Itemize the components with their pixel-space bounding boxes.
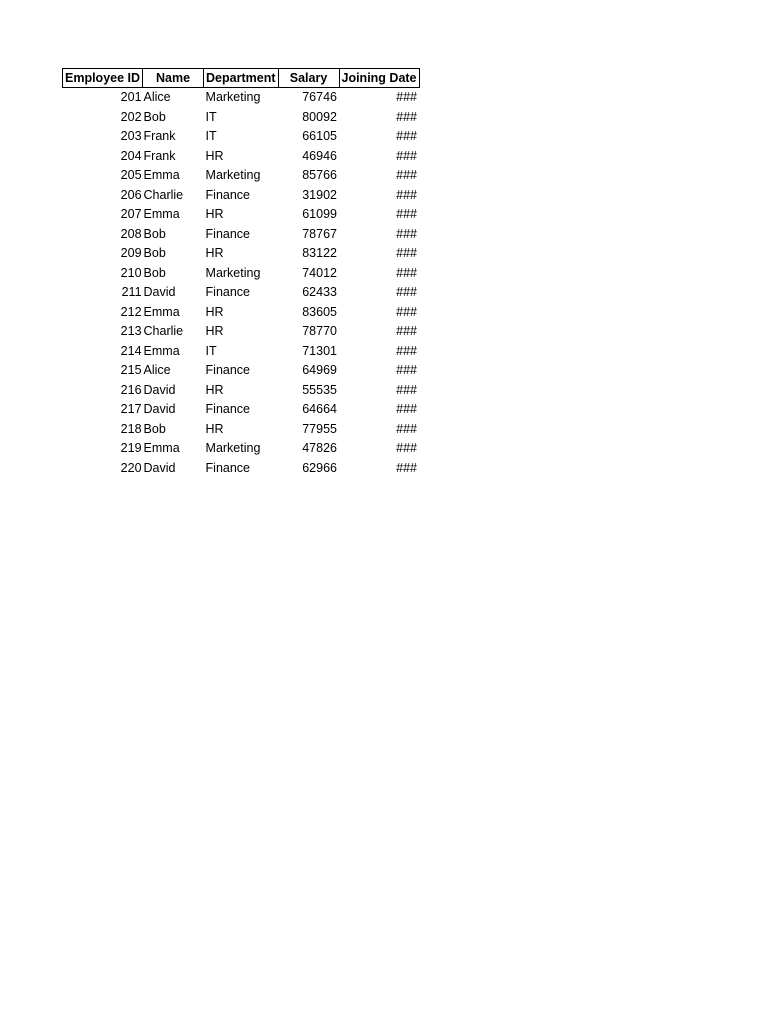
cell-employee-id: 202 [120, 109, 142, 124]
cell-joining-date: ### [396, 441, 418, 455]
header-department: Department [204, 69, 278, 88]
cell-employee-id: 205 [120, 168, 142, 182]
cell-name: David [143, 460, 176, 475]
cell-employee-id: 207 [120, 207, 142, 221]
cell-joining-date: ### [396, 421, 418, 436]
cell-joining-date: ### [396, 148, 418, 163]
cell-joining-date: ### [396, 343, 418, 358]
cell-joining-date: ### [396, 168, 418, 182]
table-row [63, 303, 420, 323]
cell-department: IT [205, 343, 217, 358]
employee-table [62, 68, 420, 478]
cell-employee-id: 209 [120, 246, 142, 260]
cell-salary: 47826 [302, 441, 337, 455]
table-row [63, 361, 420, 381]
table-row [63, 166, 420, 186]
cell-joining-date: ### [396, 382, 418, 397]
header-name: Name [143, 69, 204, 88]
cell-salary: 83605 [302, 304, 337, 319]
cell-joining-date: ### [396, 304, 418, 319]
cell-salary: 55535 [302, 382, 337, 397]
cell-salary: 85766 [302, 168, 337, 182]
cell-salary: 78770 [302, 324, 337, 338]
cell-employee-id: 203 [120, 129, 142, 143]
table-row [63, 88, 420, 108]
table-row [63, 108, 420, 128]
cell-name: Emma [143, 304, 180, 319]
table-row [63, 205, 420, 225]
cell-department: Marketing [205, 90, 261, 104]
cell-employee-id: 216 [120, 382, 142, 397]
cell-department: Marketing [205, 168, 261, 182]
cell-department: Finance [205, 460, 251, 475]
table-row [63, 264, 420, 284]
cell-salary: 80092 [302, 109, 337, 124]
cell-salary: 66105 [302, 129, 337, 143]
table-row [63, 283, 420, 303]
cell-employee-id: 211 [121, 285, 142, 299]
cell-employee-id: 212 [120, 304, 142, 319]
cell-employee-id: 215 [120, 363, 142, 377]
cell-joining-date: ### [396, 187, 418, 202]
cell-salary: 64969 [302, 363, 337, 377]
cell-department: HR [205, 304, 224, 319]
cell-employee-id: 206 [120, 187, 142, 202]
cell-joining-date: ### [396, 129, 418, 143]
cell-employee-id: 219 [120, 441, 142, 455]
cell-name: Bob [143, 226, 166, 241]
cell-joining-date: ### [396, 324, 418, 338]
cell-name: Frank [143, 148, 176, 163]
table-row [63, 420, 420, 440]
cell-salary: 74012 [302, 265, 337, 280]
cell-department: Finance [205, 187, 251, 202]
cell-joining-date: ### [396, 207, 418, 221]
cell-name: Alice [143, 90, 171, 104]
cell-employee-id: 201 [120, 90, 142, 104]
cell-joining-date: ### [396, 109, 418, 124]
table-row [63, 225, 420, 245]
cell-employee-id: 214 [120, 343, 142, 358]
cell-department: Finance [205, 363, 251, 377]
cell-employee-id: 204 [120, 148, 142, 163]
cell-name: Bob [143, 421, 166, 436]
cell-salary: 71301 [302, 343, 337, 358]
cell-department: HR [205, 207, 224, 221]
header-row [63, 69, 420, 88]
cell-name: Bob [143, 246, 166, 260]
table-row [63, 147, 420, 167]
cell-department: Finance [205, 285, 251, 299]
cell-department: Marketing [205, 441, 261, 455]
table-row [63, 186, 420, 206]
cell-salary: 61099 [302, 207, 337, 221]
cell-employee-id: 218 [120, 421, 142, 436]
table-row [63, 439, 420, 459]
cell-joining-date: ### [396, 402, 418, 416]
header-employee-id: Employee ID [63, 69, 143, 88]
cell-salary: 83122 [302, 246, 337, 260]
cell-name: Charlie [143, 324, 184, 338]
cell-department: HR [205, 382, 224, 397]
cell-name: Frank [143, 129, 176, 143]
cell-name: Bob [143, 109, 166, 124]
table-row [63, 127, 420, 147]
cell-department: Marketing [205, 265, 261, 280]
cell-name: Bob [143, 265, 166, 280]
cell-department: Finance [205, 226, 251, 241]
cell-employee-id: 208 [120, 226, 142, 241]
cell-name: Emma [143, 207, 180, 221]
cell-name: Charlie [143, 187, 184, 202]
cell-joining-date: ### [396, 265, 418, 280]
cell-employee-id: 220 [120, 460, 142, 475]
table-row [63, 400, 420, 420]
cell-name: David [143, 382, 176, 397]
cell-salary: 46946 [302, 148, 337, 163]
cell-name: Emma [143, 441, 180, 455]
table-row [63, 322, 420, 342]
cell-department: Finance [205, 402, 251, 416]
cell-department: HR [205, 246, 224, 260]
cell-salary: 62433 [302, 285, 337, 299]
cell-salary: 62966 [302, 460, 337, 475]
cell-joining-date: ### [396, 363, 418, 377]
cell-salary: 64664 [302, 402, 337, 416]
cell-joining-date: ### [396, 226, 418, 241]
cell-salary: 77955 [302, 421, 337, 436]
cell-joining-date: ### [396, 285, 418, 299]
cell-department: IT [205, 129, 217, 143]
cell-name: Emma [143, 343, 180, 358]
cell-name: Emma [143, 168, 180, 182]
header-salary: Salary [278, 69, 339, 88]
cell-name: David [143, 285, 176, 299]
cell-name: David [143, 402, 176, 416]
cell-salary: 31902 [302, 187, 337, 202]
table-body [63, 88, 420, 479]
cell-salary: 78767 [302, 226, 337, 241]
cell-name: Alice [143, 363, 171, 377]
cell-department: IT [205, 109, 217, 124]
cell-employee-id: 210 [120, 265, 142, 280]
table-row [63, 459, 420, 479]
table-row [63, 244, 420, 264]
cell-employee-id: 213 [120, 324, 142, 338]
table-row [63, 381, 420, 401]
table-row [63, 342, 420, 362]
cell-department: HR [205, 421, 224, 436]
cell-salary: 76746 [302, 90, 337, 104]
cell-joining-date: ### [396, 246, 418, 260]
cell-joining-date: ### [396, 90, 418, 104]
employee-sheet [62, 68, 420, 478]
cell-employee-id: 217 [120, 402, 142, 416]
cell-department: HR [205, 324, 224, 338]
cell-department: HR [205, 148, 224, 163]
header-joining-date: Joining Date [339, 69, 419, 88]
cell-joining-date: ### [396, 460, 418, 475]
